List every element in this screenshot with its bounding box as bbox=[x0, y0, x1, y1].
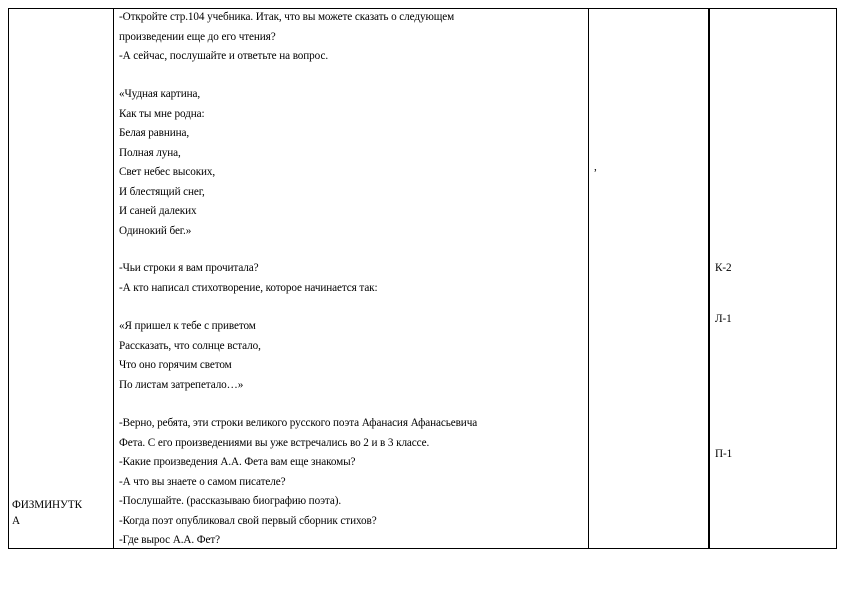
text-line: -А кто написал стихотворение, которое начинается так: bbox=[119, 281, 378, 294]
poem-line: Одинокий бег.» bbox=[119, 224, 192, 237]
text-line: произведении еще до его чтения? bbox=[119, 30, 276, 43]
table-right-border bbox=[836, 8, 837, 549]
poem-line: По листам затрепетало…» bbox=[119, 378, 244, 391]
poem-1 bbox=[119, 85, 215, 241]
poem-line: И саней далеких bbox=[119, 205, 197, 217]
text-line: -Когда поэт опубликовал свой первый сборник стихов? bbox=[119, 514, 377, 527]
code-k: К-2 bbox=[715, 262, 732, 274]
poem-line: «Я пришел к тебе с приветом bbox=[119, 320, 256, 332]
text-line: Фета. С его произведениями вы уже встречались во 2 и в 3 классе. bbox=[119, 436, 430, 449]
questions-block bbox=[119, 259, 378, 298]
text-line: -Какие произведения А.А. Фета вам еще знакомы? bbox=[119, 456, 356, 468]
column-divider-3 bbox=[708, 8, 710, 549]
intro-block bbox=[119, 8, 454, 67]
poem-line: Что оно горячим светом bbox=[119, 359, 232, 371]
table-left-border bbox=[8, 8, 9, 549]
poem-line: Свет небес высоких, bbox=[119, 166, 216, 178]
text-line: -Откройте стр.104 учебника. Итак, что вы можете сказать о следующем bbox=[119, 11, 455, 23]
poem-line: Полная луна, bbox=[119, 146, 181, 159]
text-line: -А что вы знаете о самом писателе? bbox=[119, 475, 286, 488]
stage-label bbox=[12, 496, 82, 531]
poem-line: Белая равнина, bbox=[119, 127, 190, 139]
final-block bbox=[119, 414, 477, 551]
text-line: -Послушайте. (рассказываю биографию поэта). bbox=[119, 495, 342, 507]
comma-mark: , bbox=[594, 161, 597, 173]
text-line: -Чьи строки я вам прочитала? bbox=[119, 262, 259, 274]
poem-line: Как ты мне родна: bbox=[119, 107, 205, 120]
text-line: -Верно, ребята, эти строки великого русского поэта Афанасия Афанасьевича bbox=[119, 417, 478, 429]
poem-line: Рассказать, что солнце встало, bbox=[119, 339, 261, 352]
poem-line: И блестящий снег, bbox=[119, 185, 205, 198]
poem-line: «Чудная картина, bbox=[119, 88, 201, 100]
column-divider-1 bbox=[113, 8, 114, 549]
code-l: Л-1 bbox=[715, 313, 732, 325]
stage-label-line-2: А bbox=[12, 514, 20, 527]
text-line: -Где вырос А.А. Фет? bbox=[119, 534, 221, 546]
column-divider-2 bbox=[588, 8, 589, 549]
text-line: -А сейчас, послушайте и ответьте на вопрос. bbox=[119, 50, 329, 62]
stage-label-line-1: ФИЗМИНУТК bbox=[12, 499, 82, 511]
poem-2 bbox=[119, 317, 261, 395]
code-p: П-1 bbox=[715, 448, 733, 460]
